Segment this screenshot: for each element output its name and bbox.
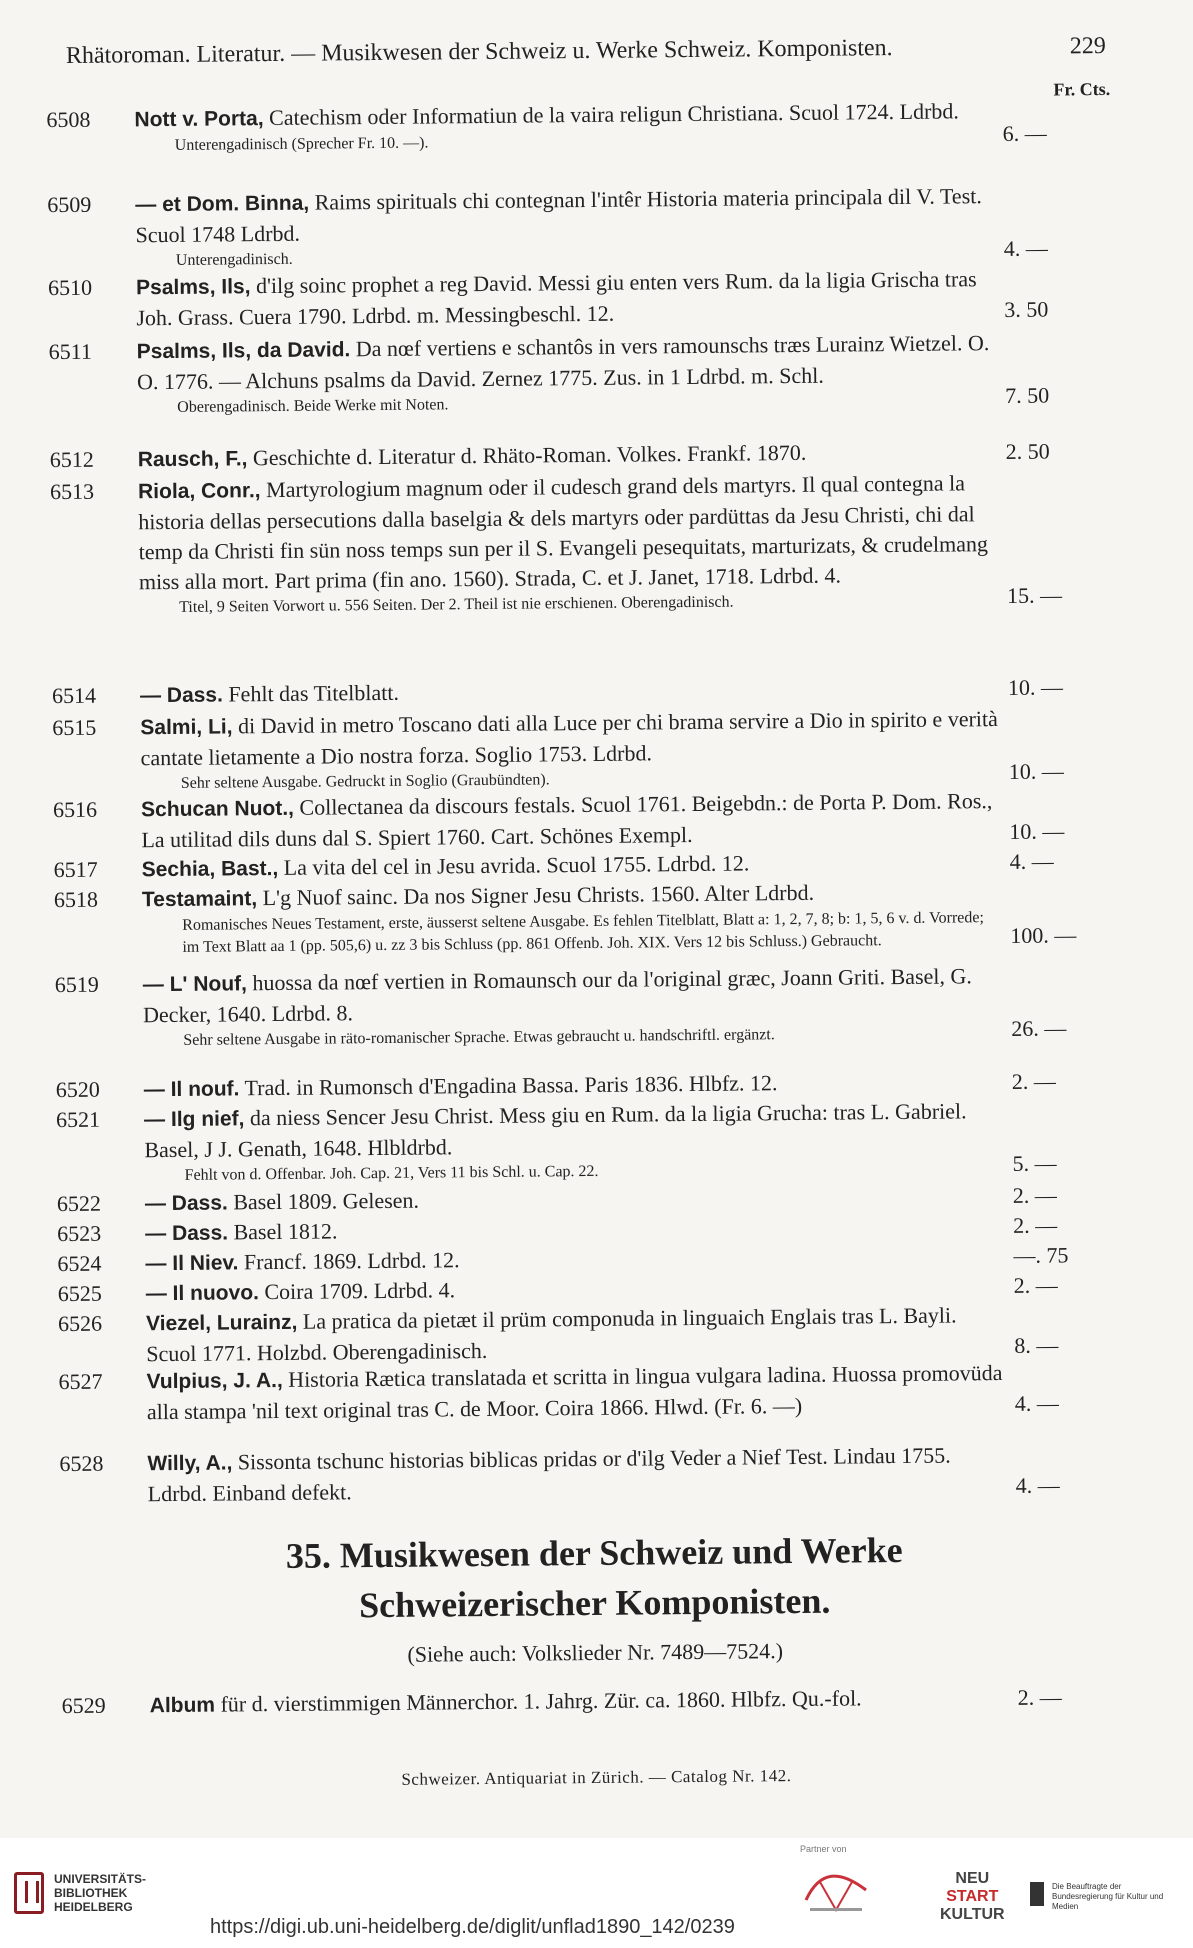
entry-author: — Ilg nief, — [143, 1107, 245, 1132]
entry-price: 2. 50 — [1005, 438, 1050, 464]
catalog-footer: Schweizer. Antiquariat in Zürich. — Catalog Nr. 142. — [401, 1766, 792, 1789]
entry-number: 6515 — [52, 714, 97, 741]
entry-number: 6509 — [47, 191, 92, 218]
catalog-entry — [46, 703, 1117, 796]
catalog-entry — [40, 95, 1110, 158]
entry-body — [140, 704, 1001, 795]
entry-price: 5. — — [1012, 1150, 1057, 1176]
entry-author: Vulpius, J. A., — [146, 1368, 283, 1394]
entry-body — [137, 328, 998, 419]
permalink-url[interactable]: https://digi.ub.uni-heidelberg.de/diglit/unflad1890_142/0239 — [210, 1916, 735, 1938]
entry-number: 6529 — [61, 1692, 106, 1719]
partner-label: Partner von — [800, 1844, 847, 1854]
entry-author: Willy, A., — [147, 1451, 233, 1476]
entry-body — [143, 961, 1004, 1052]
entry-author: — Dass. — [139, 683, 224, 708]
entry-price: 15. — — [1006, 582, 1063, 608]
library-logo[interactable] — [14, 1872, 146, 1914]
entry-text: La pratica da pietæt il prüm componuda in linguaich Englais tras L. Bayli. Scuol 1771. Holzbd. Oberengadinisch. — [146, 1302, 957, 1367]
price-column-header: Fr. Cts. — [1053, 78, 1111, 100]
entry-author: Psalms, Ils, da David. — [136, 338, 351, 364]
entry-price: 100. — — [1010, 922, 1077, 948]
entry-price: 10. — — [1007, 674, 1064, 700]
viewer-footer-strip — [0, 1838, 1193, 1948]
library-name-line: BIBLIOTHEK — [54, 1886, 128, 1900]
entry-author: — Il nouf. — [143, 1077, 240, 1102]
entry-body — [147, 1440, 1008, 1509]
entry-price: 4. — — [1009, 848, 1054, 874]
entry-note: Unterengadinisch. — [175, 250, 293, 269]
section-title-line1: 35. Musikwesen der Schweiz und Werke — [285, 1530, 903, 1576]
entry-number: 6521 — [55, 1106, 101, 1133]
entry-body — [134, 96, 994, 157]
entry-price: 4. — — [1015, 1472, 1060, 1498]
entry-text: Basel 1809. Gelesen. — [233, 1187, 420, 1215]
entry-note: Romanisches Neues Testament, erste, äusserst seltene Ausgabe. Es fehlen Titelblatt, Blatt a: 1, 2, 7, 8; b: 1, 5, 6 v. d. Vorrede; im Text Blatt aa 1 (pp. 505,6) u. zz 3 bis Schluss (pp. 861 Offenb. Joh. XIX. Vers 12 bis Schluss.) Gebraucht. — [182, 909, 984, 956]
entry-author: Sechia, Bast., — [141, 856, 279, 882]
entry-text: Coira 1709. Ldrbd. 4. — [264, 1277, 456, 1305]
running-header — [66, 33, 1106, 70]
catalog-entry — [41, 180, 1112, 273]
entry-number: 6517 — [53, 856, 98, 883]
entry-author: — Il nuovo. — [145, 1281, 260, 1306]
entry-author: Nott v. Porta, — [134, 107, 264, 132]
entry-price: 2. — — [1013, 1212, 1058, 1238]
catalog-entry — [43, 327, 1114, 420]
government-text: Die Beauftragte der Bundesregierung für Kultur und Medien — [1052, 1882, 1164, 1911]
entry-number: 6519 — [54, 971, 99, 998]
scanned-page — [39, 0, 1137, 1835]
entry-body — [135, 181, 996, 272]
catalog-entry — [49, 960, 1120, 1053]
entry-text: La vita del cel in Jesu avrida. Scuol 1755. Ldrbd. 12. — [283, 850, 750, 880]
entry-author: — Il Niev. — [145, 1251, 239, 1276]
entry-price: 10. — — [1008, 758, 1064, 784]
entry-text: Historia Rætica translatada et scritta in lingua vulgara ladina. Huossa promovüda alla stampa 'nil text original tras C. de Moor. Coira 1866. Hlwd. (Fr. 6. —) — [146, 1360, 1003, 1425]
entry-author: Schucan Nuot., — [141, 796, 295, 822]
entry-body — [136, 264, 997, 333]
eagle-icon — [1030, 1882, 1044, 1906]
entry-text: Raims spirituals chi contegnan l'intêr Historia materia principala dil V. Test. Scuol 1748 Ldrbd. — [135, 183, 982, 248]
catalog-entry — [56, 1681, 1126, 1722]
logo-word-kultur: KULTUR — [940, 1906, 1005, 1923]
entry-text: d'ilg soinc prophet a reg David. Messi giu enten vers Rum. da la ligia Grischa tras Joh. Grass. Cuera 1790. Ldrbd. m. Messingbeschl. 12. — [136, 266, 977, 331]
entry-text: huossa da nœf vertien in Romaunsch our da l'original græc, Joann Griti. Basel, G. Decker, 1640. Ldrbd. 8. — [142, 963, 972, 1028]
section-title-line2: Schweizerischer Komponisten. — [358, 1580, 831, 1626]
entry-text: Catechism oder Informatiun de la vaira religun Christiana. Scuol 1724. Ldrbd. — [268, 98, 959, 131]
running-title: Rhätoroman. Literatur. — Musikwesen der Schweiz u. Werke Schweiz. Komponisten. — [65, 35, 893, 69]
entry-note: Oberengadinisch. Beide Werke mit Noten. — [177, 396, 449, 416]
entry-body — [150, 1682, 1010, 1721]
entry-body — [142, 876, 1003, 959]
entry-author: Psalms, Ils, — [135, 275, 251, 300]
library-name-line: HEIDELBERG — [54, 1900, 133, 1914]
partner-logo-icon[interactable] — [800, 1860, 872, 1916]
catalog-entry — [42, 263, 1113, 334]
entry-author: — Dass. — [144, 1191, 228, 1216]
entry-number: 6526 — [57, 1310, 103, 1337]
entry-text: L'g Nuof sainc. Da nos Signer Jesu Christs. 1560. Alter Ldrbd. — [262, 879, 815, 911]
entry-body — [138, 468, 999, 619]
entry-number: 6512 — [49, 446, 94, 473]
entry-author: Salmi, Li, — [140, 715, 233, 740]
catalog-entry — [44, 467, 1115, 620]
entry-number: 6508 — [46, 106, 91, 133]
library-name — [54, 1872, 146, 1914]
entry-text: Da nœf vertiens e schantôs in vers ramounschs træs Lurainz Wietzel. O. O. 1776. — Alchuns psalms da David. Zernez 1775. Zus. in 1 Ldrbd. m. Schl. — [136, 330, 990, 395]
catalog-entry — [48, 875, 1119, 960]
entry-author: Viezel, Lurainz, — [145, 1310, 298, 1336]
entry-text: für d. vierstimmigen Männerchor. 1. Jahrg. Zür. ca. 1860. Hlbfz. Qu.-fol. — [220, 1685, 862, 1717]
entry-number: 6510 — [47, 274, 93, 301]
entry-author: Album — [149, 1693, 216, 1718]
entry-price: 2. — — [1012, 1182, 1057, 1208]
entry-author: — L' Nouf, — [142, 972, 248, 997]
entry-number: 6513 — [49, 478, 95, 505]
entry-author: Testamaint, — [141, 887, 258, 912]
entry-number: 6528 — [59, 1450, 104, 1477]
entry-body — [146, 1358, 1007, 1427]
entry-text: Basel 1812. — [233, 1218, 338, 1245]
entry-number: 6525 — [57, 1280, 102, 1307]
entry-number: 6511 — [48, 338, 93, 365]
entry-price: 2. — — [1017, 1684, 1062, 1710]
entry-author: — et Dom. Binna, — [135, 191, 310, 217]
neustart-kultur-logo[interactable] — [940, 1870, 1005, 1924]
entry-price: 4. — — [1003, 235, 1048, 261]
entry-body — [144, 1096, 1005, 1187]
entry-note: Sehr seltene Ausgabe in räto-romanischer Sprache. Etwas gebraucht u. handschriftl. ergänzt. — [183, 1026, 775, 1049]
library-seal-icon — [14, 1872, 44, 1914]
entry-number: 6527 — [58, 1368, 103, 1395]
entry-text: Fehlt das Titelblatt. — [228, 679, 400, 707]
entry-text: di David in metro Toscano dati alla Luce per chi brama servire a Dio in spirito e verità cantate lietamente a Dio nostra forza. Soglio 1753. Ldrbd. — [140, 706, 998, 771]
entry-price: 2. — — [1011, 1068, 1056, 1094]
entry-number: 6523 — [57, 1220, 102, 1247]
entry-number: 6524 — [57, 1250, 102, 1277]
entry-author: — Dass. — [145, 1221, 229, 1246]
entry-note: Fehlt von d. Offenbar. Joh. Cap. 21, Vers 11 bis Schl. u. Cap. 22. — [184, 1162, 599, 1184]
catalog-entry — [52, 1357, 1123, 1428]
entry-author: Riola, Conr., — [137, 479, 261, 504]
entry-price: 4. — — [1014, 1390, 1059, 1416]
entry-text: da niess Sencer Jesu Christ. Mess giu en Rum. da la ligia Grucha: tras L. Gabriel. Basel, J J. Genath, 1648. Hlbldrbd. — [144, 1098, 967, 1163]
see-also-note: (Siehe auch: Volkslieder Nr. 7489—7524.) — [407, 1638, 784, 1667]
entry-price: 8. — — [1014, 1332, 1059, 1358]
entry-price: 7. 50 — [1005, 382, 1050, 408]
entry-number: 6516 — [52, 796, 98, 823]
entry-number: 6520 — [55, 1076, 100, 1103]
entry-text: Francf. 1869. Ldrbd. 12. — [243, 1247, 460, 1275]
catalog-entry — [50, 1095, 1121, 1188]
page-number: 229 — [1069, 32, 1106, 60]
entry-price: —. 75 — [1013, 1242, 1069, 1268]
entry-author: Rausch, F., — [137, 447, 248, 472]
entry-note: Titel, 9 Seiten Vorwort u. 556 Seiten. Der 2. Theil ist nie erschienen. Oberengadinisch. — [179, 593, 734, 616]
library-name-line: UNIVERSITÄTS- — [54, 1872, 147, 1886]
entry-price: 3. 50 — [1004, 296, 1049, 322]
entry-text: Sissonta tschunc historias biblicas pridas or d'ilg Veder a Nief Test. Lindau 1755. Ldrbd. Einband defekt. — [147, 1442, 951, 1507]
catalog-entry — [53, 1439, 1124, 1510]
entry-price: 26. — — [1011, 1015, 1067, 1041]
entry-number: 6514 — [51, 682, 97, 709]
logo-word-start: START — [946, 1888, 999, 1905]
government-logo[interactable] — [1030, 1882, 1172, 1912]
entry-price: 10. — — [1009, 818, 1065, 844]
entry-text: Collectanea da discours festals. Scuol 1761. Beigebdn.: de Porta P. Dom. Ros., La utilitad dils duns dal S. Spiert 1760. Cart. Schönes Exempl. — [141, 788, 993, 853]
logo-word-neu: NEU — [955, 1870, 990, 1887]
entry-note: Sehr seltene Ausgabe. Gedruckt in Soglio (Graubündten). — [180, 771, 550, 792]
entry-text: Martyrologium magnum oder il cudesch grand dels martyrs. Il qual contegna la historia dellas persecutions dalla baselgia & dels martyrs oder pardüttas da Jesu Christi, chi dal temp da Christi fin sün noss temps sun per il S. Evangeli pesequitats, marturizats, & crudelmang miss alla mort. Part prima (fin ano. 1560). Strada, C. et J. Janet, 1718. Ldrbd. 4. — [138, 470, 989, 595]
entry-body — [141, 786, 1002, 855]
entry-number: 6518 — [53, 886, 99, 913]
entry-text: Geschichte d. Literatur d. Rhäto-Roman. Volkes. Frankf. 1870. — [252, 439, 807, 471]
entry-text: Trad. in Rumonsch d'Engadina Bassa. Paris 1836. Hlbfz. 12. — [244, 1070, 778, 1101]
entry-note: Unterengadinisch (Sprecher Fr. 10. —). — [174, 134, 429, 154]
entry-price: 2. — — [1013, 1272, 1058, 1298]
entry-price: 6. — — [1002, 120, 1047, 146]
entry-number: 6522 — [56, 1190, 102, 1217]
